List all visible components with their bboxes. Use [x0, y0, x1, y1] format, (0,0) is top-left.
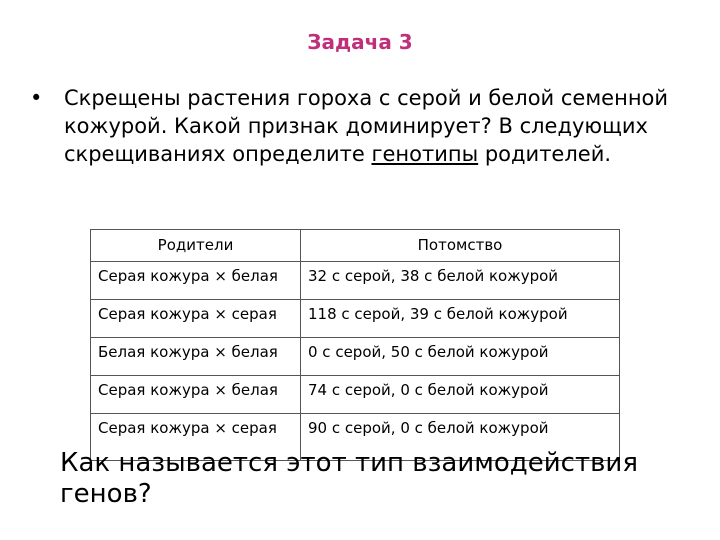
slide-title: Задача 3 [307, 30, 413, 54]
table-row [91, 300, 620, 338]
table-header-row [91, 230, 620, 262]
table-row [91, 338, 620, 376]
cell-parents: Серая кожура × серая [91, 414, 301, 461]
cell-parents: Белая кожура × белая [91, 338, 301, 376]
question-text: Как называется этот тип взаимодействия генов? [60, 448, 638, 509]
task-bullet [30, 84, 670, 168]
task-text-start: Скрещены растения гороха с серой и белой семенной кожурой. Какой признак доминирует? В следующих скрещиваниях определите [64, 86, 669, 166]
cell-offspring: 74 с серой, 0 с белой кожурой [301, 376, 620, 414]
cell-parents: Серая кожура × белая [91, 376, 301, 414]
header-offspring: Потомство [301, 230, 620, 262]
crosses-table [90, 229, 620, 461]
header-parents: Родители [91, 230, 301, 262]
task-text-end: родителей. [478, 142, 612, 166]
cell-offspring: 32 с серой, 38 с белой кожурой [301, 262, 620, 300]
cell-parents: Серая кожура × серая [91, 300, 301, 338]
bullet-marker: • [30, 86, 43, 110]
cell-offspring: 90 с серой, 0 с белой кожурой [301, 414, 620, 461]
task-text-underlined: генотипы [371, 142, 479, 166]
table-row [91, 376, 620, 414]
cell-parents: Серая кожура × белая [91, 262, 301, 300]
cell-offspring: 0 с серой, 50 с белой кожурой [301, 338, 620, 376]
task-text [64, 84, 670, 168]
cell-offspring: 118 с серой, 39 с белой кожурой [301, 300, 620, 338]
table-row [91, 262, 620, 300]
